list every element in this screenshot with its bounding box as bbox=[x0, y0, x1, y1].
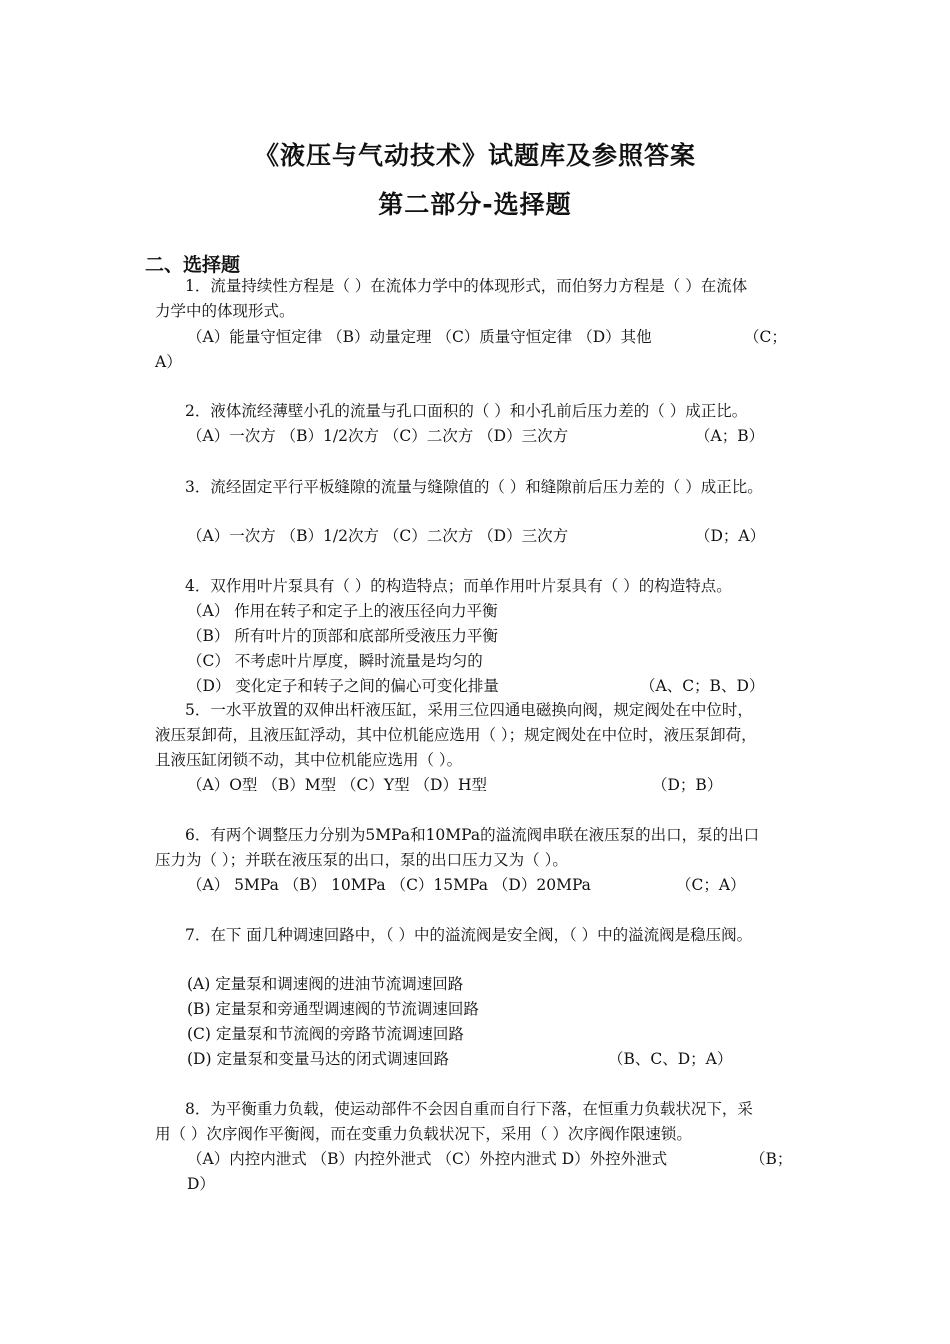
question-5-line-2: 液压泵卸荷，且液压缸浮动，其中位机能应选用（ ）；规定阀处在中位时，液压泵卸荷， bbox=[155, 726, 757, 744]
question-3-line-1: 3．流经固定平行平板缝隙的流量与缝隙值的（ ）和缝隙前后压力差的（ ）成正比。 bbox=[185, 478, 763, 496]
question-6-line-1: 6．有两个调整压力分别为5MPa和10MPa的溢流阀串联在液压泵的出口，泵的出口 bbox=[185, 826, 760, 844]
question-1-options: （A）能量守恒定律 （B）动量定理 （C）质量守恒定律 （D）其他 bbox=[187, 328, 652, 346]
question-1-line-1: 1．流量持续性方程是（ ）在流体力学中的体现形式，而伯努力方程是（ ）在流体 bbox=[185, 277, 748, 295]
question-6-line-2: 压力为（ ）；并联在液压泵的出口，泵的出口压力又为（ ）。 bbox=[155, 851, 568, 869]
question-4-option-b: （B） 所有叶片的顶部和底部所受液压力平衡 bbox=[187, 627, 498, 645]
question-4-answer: （A、C；B、D） bbox=[640, 677, 765, 695]
question-2-options: （A）一次方 （B）1/2次方 （C）二次方 （D）三次方 bbox=[187, 427, 569, 445]
question-1-answer: （C； bbox=[744, 328, 787, 346]
question-6-options: （A） 5MPa （B） 10MPa （C）15MPa （D）20MPa bbox=[187, 876, 591, 894]
question-3-options: （A）一次方 （B）1/2次方 （C）二次方 （D）三次方 bbox=[187, 527, 569, 545]
question-7-option-d: (D) 定量泵和变量马达的闭式调速回路 bbox=[187, 1050, 449, 1068]
question-8-line-1: 8．为平衡重力负载，使运动部件不会因自重而自行下落，在恒重力负载状况下，采 bbox=[185, 1100, 753, 1118]
question-4-option-d: （D） 变化定子和转子之间的偏心可变化排量 bbox=[187, 677, 499, 695]
question-3-answer: （D；A） bbox=[695, 527, 766, 545]
question-7-line-1: 7．在下 面几种调速回路中，（ ）中的溢流阀是安全阀，（ ）中的溢流阀是稳压阀。 bbox=[185, 926, 753, 944]
question-4-option-a: （A） 作用在转子和定子上的液压径向力平衡 bbox=[187, 602, 498, 620]
question-8-options: （A）内控内泄式 （B）内控外泄式 （C）外控内泄式 D）外控外泄式 bbox=[187, 1150, 668, 1168]
document-title: 《液压与气动技术》试题库及参照答案 bbox=[253, 141, 696, 170]
question-1-answer-cont: A） bbox=[155, 353, 182, 371]
question-5-options: （A）O型 （B）M型 （C）Y型 （D）H型 bbox=[187, 776, 487, 794]
question-5-line-1: 5．一水平放置的双伸出杆液压缸，采用三位四通电磁换向阀，规定阀处在中位时， bbox=[185, 701, 753, 719]
question-7-option-a: (A) 定量泵和调速阀的进油节流调速回路 bbox=[187, 975, 464, 993]
question-5-answer: （D；B） bbox=[652, 776, 723, 794]
question-8-answer: （B； bbox=[750, 1150, 793, 1168]
question-8-answer-cont: D） bbox=[187, 1175, 215, 1193]
question-4-option-c: （C） 不考虑叶片厚度，瞬时流量是均匀的 bbox=[187, 652, 483, 670]
question-8-line-2: 用（ ）次序阀作平衡阀，而在变重力负载状况下，采用（ ）次序阀作限速锁。 bbox=[155, 1125, 692, 1143]
question-5-line-3: 且液压缸闭锁不动，其中位机能应选用（ ）。 bbox=[155, 751, 463, 769]
question-6-answer: （C；A） bbox=[676, 876, 746, 894]
question-2-line-1: 2．液体流经薄壁小孔的流量与孔口面积的（ ）和小孔前后压力差的（ ）成正比。 bbox=[185, 402, 748, 420]
question-2-answer: （A；B） bbox=[695, 427, 765, 445]
question-1-line-2: 力学中的体现形式。 bbox=[155, 302, 295, 320]
question-7-answer: （B、C、D；A） bbox=[608, 1050, 733, 1068]
question-4-line-1: 4．双作用叶片泵具有（ ）的构造特点；而单作用叶片泵具有（ ）的构造特点。 bbox=[185, 577, 732, 595]
question-7-option-c: (C) 定量泵和节流阀的旁路节流调速回路 bbox=[187, 1025, 464, 1043]
section-heading: 二、选择题 bbox=[145, 254, 241, 276]
document-subtitle: 第二部分-选择题 bbox=[378, 190, 572, 219]
question-7-option-b: (B) 定量泵和旁通型调速阀的节流调速回路 bbox=[187, 1000, 479, 1018]
